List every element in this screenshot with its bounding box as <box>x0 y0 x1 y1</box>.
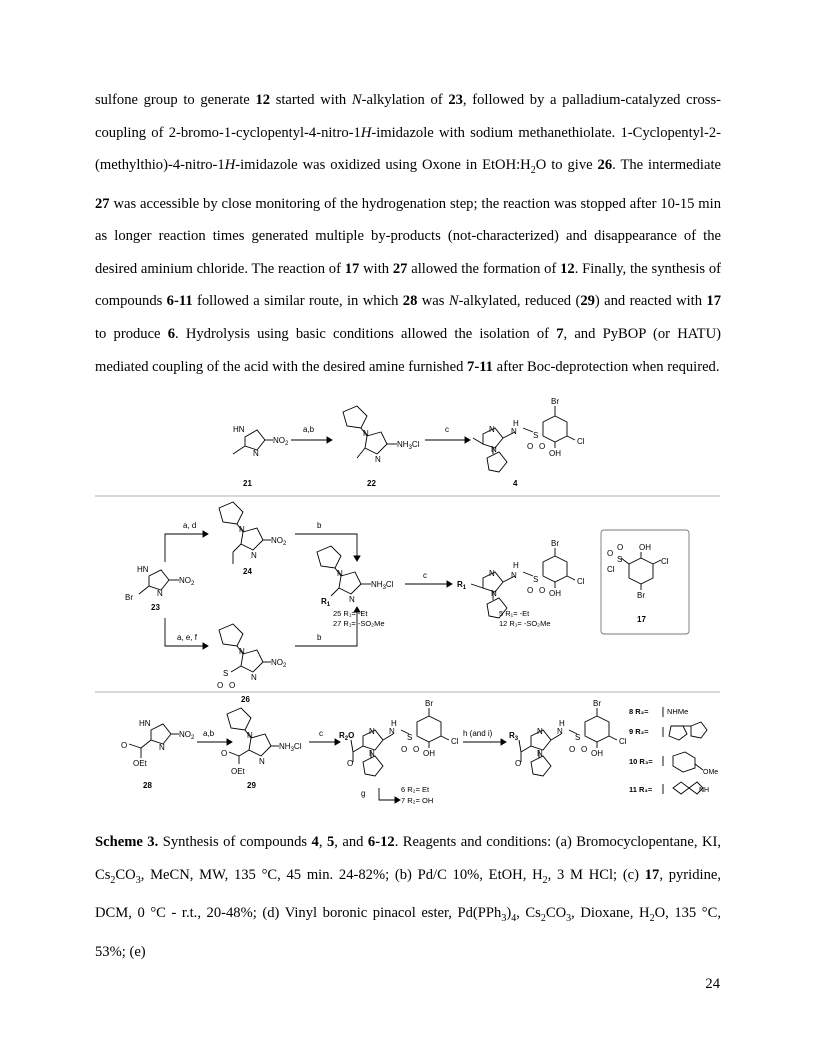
svg-text:R2O: $R_2O$ <box>339 731 355 742</box>
compound-4 <box>473 397 585 488</box>
svg-text:H: H <box>513 561 519 570</box>
svg-text:Br: Br <box>593 699 601 708</box>
svg-text:O: O <box>347 759 354 768</box>
svg-text:OEt: OEt <box>133 759 147 768</box>
svg-text:NO2: $NO_2$ <box>271 536 287 547</box>
svg-text:c: c <box>445 425 449 434</box>
svg-text:a,b: a,b <box>303 425 315 434</box>
svg-text:Br: Br <box>551 397 559 406</box>
svg-text:N: N <box>157 589 163 598</box>
svg-text:Br: Br <box>425 699 433 708</box>
svg-text:O: O <box>527 586 534 595</box>
svg-text:Br: Br <box>125 593 133 602</box>
caption-label: Scheme 3. <box>95 834 159 850</box>
svg-text:N: N <box>389 727 395 736</box>
svg-text:OH: OH <box>591 749 603 758</box>
body-paragraph: sulfone group to generate 12 started with N-alkylation of 23, followed by a palladium-catalyzed cross-coupling of 2-bromo-1-cyclopentyl-4-nitro-1H-imidazole with sodium methanethiolate. 1-Cyclopentyl-2-(methylthio)-4-nitro-1H-imidazole was oxidized using Oxone in $EtOH:H_2O$ to give 26. The intermediate 27 was accessible by close monitoring of the hydrogenation step; the reaction was stopped after 10-15 min as longer reaction times generated multiple by-products (not-characterized) and disappearance of the desired aminium chloride. The reaction of 17 with 27 allowed the formation of 12. Finally, the synthesis of compounds 6-11 followed a similar route, in which 28 was N-alkylated, reduced (29) and reacted with 17 to produce 6. Hydrolysis using basic conditions allowed the isolation of 7, and PyBOP (or HATU) mediated coupling of the acid with the desired amine furnished 7-11 after Boc-deprotection when required. <box>95 92 722 375</box>
arrow-c-1 <box>425 425 470 443</box>
svg-text:O: O <box>401 745 408 754</box>
svg-text:O: O <box>581 745 588 754</box>
svg-text:S: S <box>617 555 623 564</box>
svg-text:O: O <box>527 442 534 451</box>
arrow-c-2 <box>405 571 452 587</box>
svg-text:O: O <box>539 442 546 451</box>
amine-list <box>629 707 718 794</box>
svg-text:O: O <box>229 681 236 690</box>
compound-6-7 <box>339 699 459 776</box>
svg-text:OMe: OMe <box>703 769 719 776</box>
svg-text:NO2: $NO_2$ <box>271 658 287 669</box>
label-21: 21 <box>243 479 252 488</box>
svg-text:H: H <box>391 719 397 728</box>
svg-text:Cl: Cl <box>661 557 669 566</box>
svg-text:N: N <box>511 427 517 436</box>
svg-text:10 R₃=: 10 R₃= <box>629 757 653 766</box>
svg-text:S: S <box>223 669 229 678</box>
arrow-aef <box>165 618 208 649</box>
svg-text:O: O <box>569 745 576 754</box>
svg-text:Cl: Cl <box>451 737 459 746</box>
svg-text:N: N <box>259 757 265 766</box>
svg-text:a,b: a,b <box>203 729 215 738</box>
svg-text:NH3Cl: $NH_3Cl$ <box>279 742 302 753</box>
svg-text:OH: OH <box>423 749 435 758</box>
svg-text:O: O <box>221 749 228 758</box>
svg-text:N: N <box>369 749 375 758</box>
label-4: 4 <box>513 479 518 488</box>
svg-text:N: N <box>491 589 497 598</box>
reaction-scheme <box>95 392 720 812</box>
svg-text:N: N <box>537 727 543 736</box>
compound-24 <box>219 502 287 576</box>
label-24: 24 <box>243 567 252 576</box>
label-5: 5 R₁= -Et <box>499 609 530 618</box>
svg-text:b: b <box>317 633 322 642</box>
svg-text:OH: OH <box>549 449 561 458</box>
scheme-caption: Scheme 3. Synthesis of compounds 4, 5, and 6-12. Reagents and conditions: (a) Bromocyclopentane, KI, $Cs_2CO_3$, MeCN, MW, 135 °C, 45 min. 24-82%; (b) Pd/C 10%, EtOH, $H_2$, 3 M HCl; (c) 17, pyridine, DCM, 0 °C - r.t., 20-48%; (d) Vinyl boronic pinacol ester, $Pd(PPh_3)_4$, $Cs_2CO_3$, Dioxane, $H_2O$, 135 °C, 53%; (e) <box>95 834 722 960</box>
svg-text:NHMe: NHMe <box>667 707 689 716</box>
compound-23 <box>125 565 195 612</box>
svg-text:h (and i): h (and i) <box>463 729 493 738</box>
svg-text:11 R₃=: 11 R₃= <box>629 785 653 794</box>
svg-text:O: O <box>121 741 128 750</box>
svg-text:OEt: OEt <box>231 767 245 776</box>
svg-text:R3: $R_3$ <box>509 731 519 742</box>
hn-label: HN <box>233 425 245 434</box>
label-27: 27 R₁= -SO₂Me <box>333 619 385 628</box>
svg-text:Cl: Cl <box>619 737 627 746</box>
svg-text:OH: OH <box>639 543 651 552</box>
svg-text:Cl: Cl <box>577 577 585 586</box>
svg-text:O: O <box>607 549 614 558</box>
label-23: 23 <box>151 603 160 612</box>
svg-text:N: N <box>489 425 495 434</box>
svg-text:g: g <box>361 789 366 798</box>
svg-text:N: N <box>375 455 381 464</box>
svg-text:N: N <box>363 429 369 438</box>
arrow-ad <box>165 521 208 562</box>
label-29: 29 <box>247 781 256 790</box>
svg-text:N: N <box>337 569 343 578</box>
svg-text:c: c <box>423 571 427 580</box>
svg-text:S: S <box>575 733 581 742</box>
svg-text:c: c <box>319 729 323 738</box>
svg-text:Cl: Cl <box>577 437 585 446</box>
svg-text:R1: $R_1$ <box>321 597 331 608</box>
svg-text:N: N <box>251 673 257 682</box>
svg-text:O: O <box>515 759 522 768</box>
svg-text:OH: OH <box>549 589 561 598</box>
label-17: 17 <box>637 615 646 624</box>
arrow-ab-3 <box>197 729 232 745</box>
arrow-ab-1 <box>291 425 332 443</box>
label-22: 22 <box>367 479 376 488</box>
svg-text:S: S <box>407 733 413 742</box>
svg-text:8 R₃=: 8 R₃= <box>629 707 649 716</box>
svg-text:HN: HN <box>137 565 149 574</box>
arrow-b-top <box>295 521 360 561</box>
svg-text:HN: HN <box>139 719 151 728</box>
svg-text:NO2: $NO_2$ <box>273 436 289 447</box>
svg-text:N: N <box>239 525 245 534</box>
svg-text:N: N <box>251 551 257 560</box>
scheme-figure <box>95 392 720 812</box>
svg-text:NH3Cl: $NH_3Cl$ <box>397 440 420 451</box>
compound-8-11 <box>509 699 627 776</box>
svg-text:NH: NH <box>699 787 710 794</box>
svg-text:H: H <box>559 719 565 728</box>
svg-text:a, d: a, d <box>183 521 197 530</box>
svg-text:NH3Cl: $NH_3Cl$ <box>371 580 394 591</box>
svg-text:N: N <box>537 749 543 758</box>
arrow-g <box>361 785 433 805</box>
svg-text:N: N <box>247 731 253 740</box>
svg-text:O: O <box>617 543 624 552</box>
svg-text:NO2: $NO_2$ <box>179 576 195 587</box>
compound-28 <box>121 719 195 790</box>
svg-text:N: N <box>349 595 355 604</box>
compound-22 <box>343 406 420 488</box>
compound-29 <box>221 708 302 790</box>
svg-text:N: N <box>369 727 375 736</box>
label-28: 28 <box>143 781 152 790</box>
svg-text:Cl: Cl <box>607 565 615 574</box>
svg-text:Br: Br <box>637 591 645 600</box>
arrow-h <box>463 729 506 745</box>
page-number: 24 <box>705 976 720 992</box>
compound-17-box <box>601 530 689 634</box>
label-7: 7 R₂= OH <box>401 796 434 805</box>
svg-text:Br: Br <box>551 539 559 548</box>
svg-text:N: N <box>489 569 495 578</box>
svg-text:N: N <box>491 445 497 454</box>
svg-text:S: S <box>533 431 539 440</box>
svg-text:R1: $R_1$ <box>457 580 467 591</box>
svg-text:b: b <box>317 521 322 530</box>
label-25: 25 R₁= -Et <box>333 609 368 618</box>
label-12: 12 R₁= -SO₂Me <box>499 619 551 628</box>
svg-text:S: S <box>533 575 539 584</box>
no2-label: NO <box>273 436 285 445</box>
svg-text:9 R₃=: 9 R₃= <box>629 727 649 736</box>
svg-text:N: N <box>557 727 563 736</box>
svg-text:NO2: $NO_2$ <box>179 730 195 741</box>
svg-text:H: H <box>513 419 519 428</box>
svg-text:a, e, f: a, e, f <box>177 633 198 642</box>
n-label: N <box>253 449 259 458</box>
svg-text:O: O <box>413 745 420 754</box>
svg-text:O: O <box>539 586 546 595</box>
compound-21 <box>233 425 289 488</box>
svg-text:N: N <box>239 647 245 656</box>
svg-text:N: N <box>511 571 517 580</box>
compound-5-12 <box>457 539 585 628</box>
svg-text:O: O <box>217 681 224 690</box>
label-26: 26 <box>241 695 250 704</box>
arrow-c-3 <box>309 729 340 745</box>
svg-text:N: N <box>159 743 165 752</box>
label-6: 6 R₂= Et <box>401 785 430 794</box>
